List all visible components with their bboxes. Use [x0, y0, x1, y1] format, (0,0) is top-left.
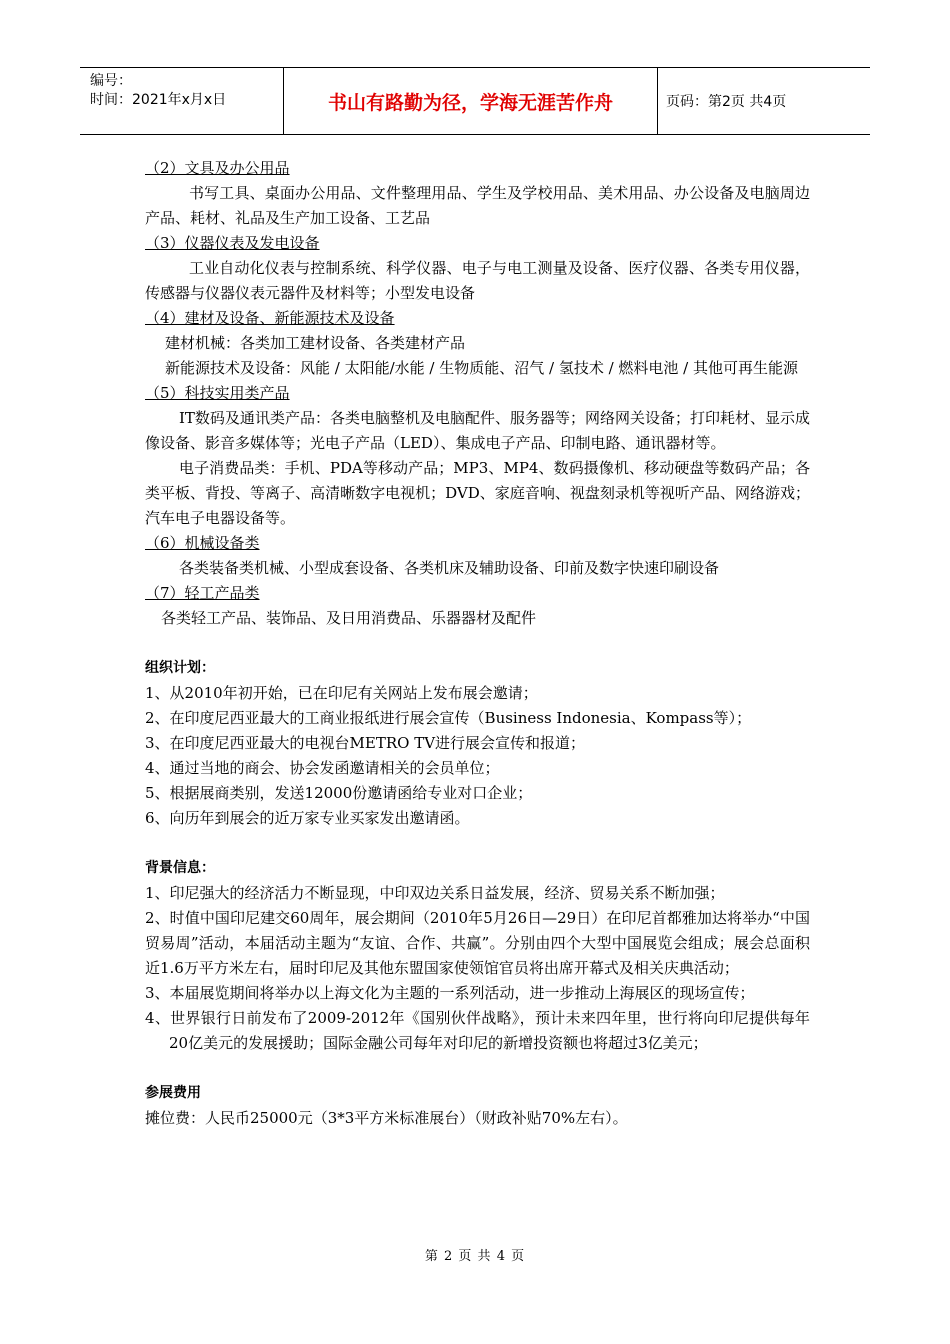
background-item: 3、本届展览期间将举办以上海文化为主题的一系列活动，进一步推动上海展区的现场宣传； [145, 984, 755, 1002]
fees-title: 参展费用 [145, 1085, 201, 1101]
org-plan-item: 1、从2010年初开始，已在印尼有关网站上发布展会邀请； [145, 684, 538, 702]
org-plan-item: 5、根据展商类别，发送12000份邀请函给专业对口企业； [145, 784, 533, 802]
org-plan-item: 3、在印度尼西亚最大的电视台METRO TV进行展会宣传和报道； [145, 734, 586, 752]
org-plan-item: 6、向历年到展会的近万家专业买家发出邀请函。 [145, 809, 470, 827]
section-paragraph: 电子消费品类：手机、PDA等移动产品；MP3、MP4、数码摄像机、移动硬盘等数码产品；各类平板、背投、等离子、高清晰数字电视机；DVD、家庭音响、视盘刻录机等视听产品、网络游戏；汽车电子电器设备等。 [145, 459, 810, 527]
product-sections [145, 156, 810, 631]
number-label: 编号： [90, 73, 132, 89]
section-paragraph: 各类装备类机械、小型成套设备、各类机床及辅助设备、印前及数字快速印刷设备 [179, 559, 720, 577]
page-header [80, 67, 870, 135]
org-plan-title: 组织计划： [145, 660, 215, 676]
section-title: （4）建材及设备、新能源技术及设备 [145, 309, 395, 327]
section-paragraph: 新能源技术及设备：风能 / 太阳能/水能 / 生物质能、沼气 / 氢技术 / 燃料电池 / 其他可再生能源 [165, 359, 799, 377]
section-title: （2）文具及办公用品 [145, 159, 290, 177]
background-item: 1、印尼强大的经济活力不断显现，中印双边关系日益发展，经济、贸易关系不断加强； [145, 884, 725, 902]
section-paragraph: 书写工具、桌面办公用品、文件整理用品、学生及学校用品、美术用品、办公设备及电脑周边产品、耗材、礼品及生产加工设备、工艺品 [145, 184, 810, 227]
section-paragraph: 工业自动化仪表与控制系统、科学仪器、电子与电工测量及设备、医疗仪器、各类专用仪器，传感器与仪器仪表元器件及材料等；小型发电设备 [145, 259, 810, 302]
background-list [145, 881, 810, 1056]
header-page-info: 页码：第2页 共4页 [666, 94, 787, 110]
section-title: （6）机械设备类 [145, 534, 260, 552]
section-paragraph: 建材机械：各类加工建材设备、各类建材产品 [165, 334, 466, 352]
section-title: （7）轻工产品类 [145, 584, 260, 602]
header-motto: 书山有路勤为径，学海无涯苦作舟 [283, 68, 658, 134]
org-plan-item: 4、通过当地的商会、协会发函邀请相关的会员单位； [145, 759, 500, 777]
background-item: 4、世界银行日前发布了2009-2012年《国别伙伴战略》，预计未来四年里，世行将向印尼提供每年20亿美元的发展援助；国际金融公司每年对印尼的新增投资额也将超过3亿美元； [145, 1009, 810, 1052]
org-plan-list [145, 681, 810, 831]
background-item: 2、时值中国印尼建交60周年，展会期间（2010年5月26日—29日）在印尼首都雅加达将举办“中国贸易周”活动，本届活动主题为“友谊、合作、共赢”。分别由四个大型中国展览会组成；展会总面积近1.6万平方米左右，届时印尼及其他东盟国家使领馆官员将出席开幕式及相关庆典活动； [145, 909, 810, 977]
fees-text: 摊位费：人民币25000元（3*3平方米标准展台）（财政补贴70%左右）。 [145, 1109, 628, 1127]
section-title: （5）科技实用类产品 [145, 384, 290, 402]
section-paragraph: 各类轻工产品、装饰品、及日用消费品、乐器器材及配件 [161, 609, 537, 627]
section-title: （3）仪器仪表及发电设备 [145, 234, 320, 252]
date-label: 时间：2021年x月x日 [90, 92, 227, 108]
document-body [145, 156, 810, 1131]
background-title: 背景信息： [145, 860, 215, 876]
header-meta [80, 68, 283, 134]
section-paragraph: IT数码及通讯类产品：各类电脑整机及电脑配件、服务器等；网络网关设备；打印耗材、显示成像设备、影音多媒体等；光电子产品（LED）、集成电子产品、印制电路、通讯器材等。 [145, 409, 810, 452]
org-plan-item: 2、在印度尼西亚最大的工商业报纸进行展会宣传（Business Indonesia、Kompass等）； [145, 709, 752, 727]
page-footer: 第 2 页 共 4 页 [424, 1249, 526, 1264]
